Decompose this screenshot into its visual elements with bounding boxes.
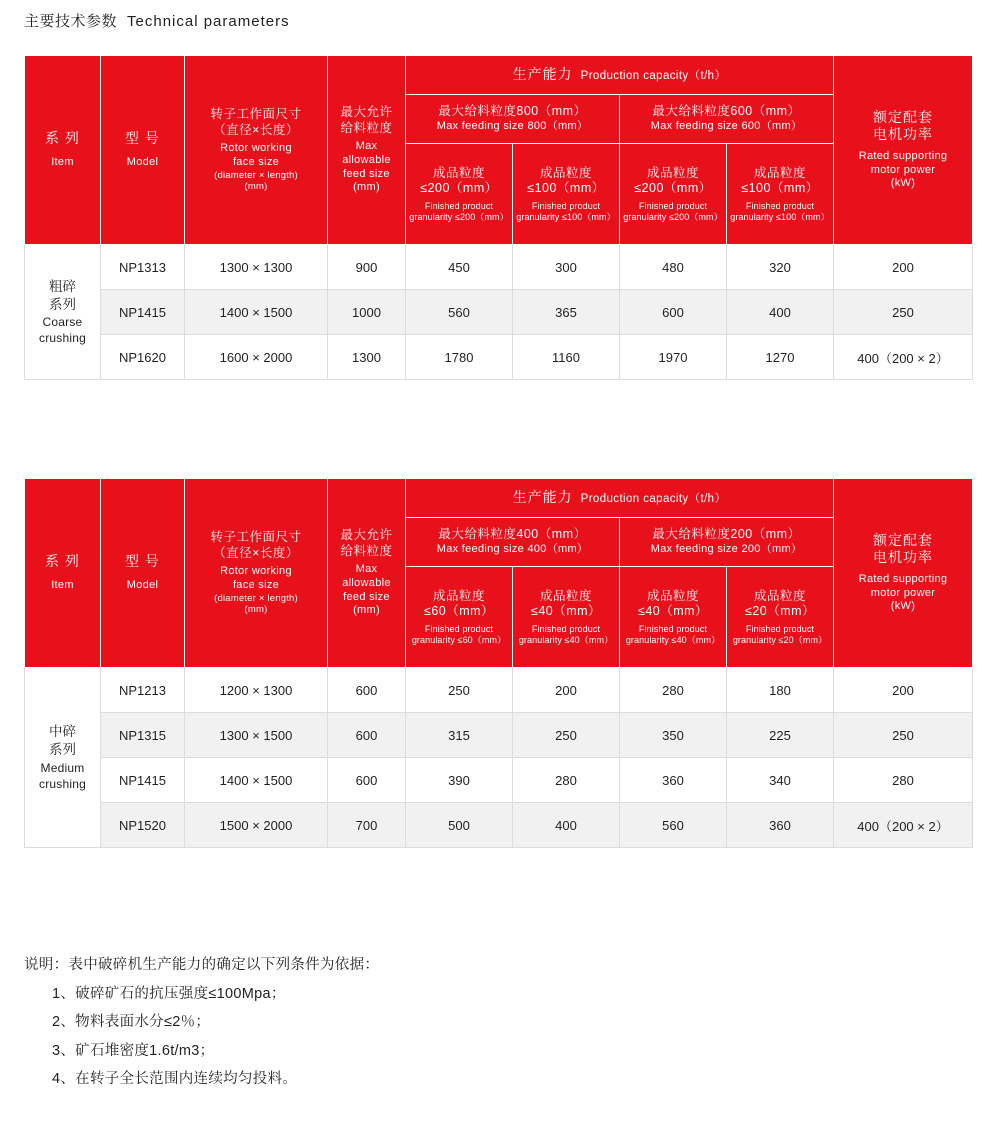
header-power-cn2: 电机功率 <box>873 126 933 143</box>
cell-capacity-2: 250 <box>513 713 620 758</box>
header-feed-en2: allowable <box>342 153 391 166</box>
header-product-1-cn1: 成品粒度 <box>432 588 485 603</box>
header-cell-feed-group-200 <box>620 518 834 567</box>
header-cell-product-3 <box>620 567 727 668</box>
header-cell-product-4 <box>727 144 834 245</box>
header-product-3-cn1: 成品粒度 <box>646 588 699 603</box>
table-row <box>25 335 973 380</box>
cell-feed: 1000 <box>328 290 406 335</box>
header-rotor-en3: (diameter × length) <box>214 592 298 604</box>
note-item: 1、破碎矿石的抗压强度≤100Mpa； <box>52 985 286 1002</box>
header-cell-product-2 <box>513 144 620 245</box>
header-rotor-en4: (mm) <box>244 181 268 193</box>
table-row <box>25 803 973 848</box>
header-feed-cn2: 给料粒度 <box>340 543 393 558</box>
table-row <box>25 245 973 290</box>
header-rotor-en3: (diameter × length) <box>214 169 298 181</box>
series-en1: Coarse <box>42 315 83 330</box>
header-feed-cn1: 最大允许 <box>340 104 393 119</box>
header-rotor-cn1: 转子工作面尺寸 <box>210 107 302 122</box>
table-row <box>25 668 973 713</box>
cell-feed: 600 <box>328 758 406 803</box>
cell-model: NP1415 <box>101 290 185 335</box>
header-cell-product-3 <box>620 144 727 245</box>
header-feed-en1: Max <box>355 563 378 576</box>
header-cell-rotor-size <box>185 479 328 668</box>
header-feed-en3: feed size <box>343 590 390 603</box>
cell-feed: 600 <box>328 713 406 758</box>
series-en2: crushing <box>39 331 86 346</box>
cell-feed: 900 <box>328 245 406 290</box>
cell-capacity-2: 280 <box>513 758 620 803</box>
header-product-2-cn1: 成品粒度 <box>539 165 592 180</box>
table-row <box>25 290 973 335</box>
header-rotor-en2: face size <box>232 579 280 592</box>
cell-capacity-3: 280 <box>620 668 727 713</box>
cell-capacity-2: 1160 <box>513 335 620 380</box>
cell-capacity-3: 600 <box>620 290 727 335</box>
header-cell-product-2 <box>513 567 620 668</box>
header-product-3-cn2: ≤40（mm） <box>637 604 709 619</box>
series-en2: crushing <box>39 776 86 791</box>
cell-capacity-4: 400 <box>727 290 834 335</box>
header-rotor-en1: Rotor working <box>220 142 292 155</box>
series-cn2: 系列 <box>49 296 76 312</box>
series-cell-medium <box>25 668 101 848</box>
header-product-2-cn2: ≤100（mm） <box>527 181 605 196</box>
header-feed-group-1-cn: 最大给料粒度400（mm） <box>438 527 587 542</box>
notes-block <box>24 958 379 1101</box>
header-feed-group-1-en: Max feeding size 400（mm） <box>436 542 589 555</box>
cell-rotor: 1500 × 2000 <box>185 803 328 848</box>
cell-capacity-1: 500 <box>406 803 513 848</box>
header-product-4-cn1: 成品粒度 <box>753 165 806 180</box>
header-cell-motor-power <box>834 56 973 245</box>
series-cell-coarse <box>25 245 101 380</box>
header-product-2-cn1: 成品粒度 <box>539 588 592 603</box>
cell-power: 200 <box>834 668 973 713</box>
header-cell-product-1 <box>406 144 513 245</box>
cell-power: 400（200 × 2） <box>834 803 973 848</box>
note-item: 3、矿石堆密度1.6t/m3； <box>52 1042 215 1059</box>
series-cn2: 系列 <box>49 742 76 758</box>
header-product-1-en: Finished product granularity ≤60（mm） <box>411 623 507 645</box>
cell-capacity-4: 180 <box>727 668 834 713</box>
header-feed-group-1-en: Max feeding size 800（mm） <box>436 119 589 132</box>
series-cn1: 中碎 <box>49 724 76 740</box>
header-rotor-en1: Rotor working <box>220 565 292 578</box>
header-feed-group-2-en: Max feeding size 600（mm） <box>650 119 803 132</box>
header-cell-feed-group-400 <box>406 518 620 567</box>
header-feed-group-1-cn: 最大给料粒度800（mm） <box>438 104 587 119</box>
header-capacity-cn: 生产能力 <box>512 66 573 82</box>
cell-capacity-3: 350 <box>620 713 727 758</box>
header-cell-feed-group-600 <box>620 95 834 144</box>
series-en1: Medium <box>40 760 85 775</box>
header-model-cn: 型 号 <box>125 130 160 147</box>
table-header-row-1 <box>25 56 973 95</box>
cell-capacity-3: 360 <box>620 758 727 803</box>
cell-power: 250 <box>834 713 973 758</box>
header-cell-production-capacity <box>406 56 834 95</box>
header-cell-feed-size <box>328 479 406 668</box>
header-model-cn: 型 号 <box>125 553 160 570</box>
cell-capacity-4: 320 <box>727 245 834 290</box>
header-cell-item <box>25 56 101 245</box>
header-product-2-cn2: ≤40（mm） <box>530 604 602 619</box>
page-title <box>24 10 290 31</box>
table-header-row-1 <box>25 479 973 518</box>
cell-capacity-2: 400 <box>513 803 620 848</box>
header-item-en: Item <box>51 155 74 168</box>
page-title-cn: 主要技术参数 <box>24 13 118 30</box>
cell-power: 250 <box>834 290 973 335</box>
header-cell-item <box>25 479 101 668</box>
header-capacity-en: Production capacity（t/h） <box>580 493 727 505</box>
header-product-3-cn2: ≤200（mm） <box>634 181 712 196</box>
cell-feed: 600 <box>328 668 406 713</box>
cell-feed: 700 <box>328 803 406 848</box>
cell-capacity-2: 300 <box>513 245 620 290</box>
header-product-3-en: Finished product granularity ≤200（mm） <box>623 200 723 222</box>
header-power-en2: motor power <box>870 163 936 176</box>
header-feed-en1: Max <box>355 140 378 153</box>
medium-crushing-table <box>24 478 973 848</box>
cell-rotor: 1400 × 1500 <box>185 290 328 335</box>
header-item-en: Item <box>51 578 74 591</box>
cell-capacity-1: 250 <box>406 668 513 713</box>
header-product-3-en: Finished product granularity ≤40（mm） <box>625 623 721 645</box>
header-model-en: Model <box>126 578 159 591</box>
cell-power: 400（200 × 2） <box>834 335 973 380</box>
cell-capacity-1: 315 <box>406 713 513 758</box>
header-capacity-en: Production capacity（t/h） <box>580 70 727 82</box>
cell-capacity-3: 1970 <box>620 335 727 380</box>
header-product-4-en: Finished product granularity ≤20（mm） <box>732 623 828 645</box>
cell-capacity-4: 360 <box>727 803 834 848</box>
header-feed-cn1: 最大允许 <box>340 527 393 542</box>
cell-capacity-4: 1270 <box>727 335 834 380</box>
cell-capacity-1: 450 <box>406 245 513 290</box>
header-product-1-cn1: 成品粒度 <box>432 165 485 180</box>
header-rotor-cn1: 转子工作面尺寸 <box>210 530 302 545</box>
cell-model: NP1620 <box>101 335 185 380</box>
cell-rotor: 1300 × 1500 <box>185 713 328 758</box>
header-cell-feed-size <box>328 56 406 245</box>
header-cell-feed-group-800 <box>406 95 620 144</box>
cell-capacity-3: 560 <box>620 803 727 848</box>
header-product-1-cn2: ≤60（mm） <box>423 604 495 619</box>
coarse-crushing-table <box>24 55 973 380</box>
notes-list <box>24 987 379 1087</box>
header-power-en1: Rated supporting <box>858 149 948 162</box>
cell-rotor: 1200 × 1300 <box>185 668 328 713</box>
cell-feed: 1300 <box>328 335 406 380</box>
cell-capacity-4: 225 <box>727 713 834 758</box>
header-power-cn1: 额定配套 <box>873 108 933 125</box>
cell-model: NP1415 <box>101 758 185 803</box>
header-power-en3: (kW) <box>890 177 916 190</box>
header-feed-en3: feed size <box>343 167 390 180</box>
header-product-4-cn2: ≤20（mm） <box>744 604 816 619</box>
cell-model: NP1213 <box>101 668 185 713</box>
header-feed-group-2-cn: 最大给料粒度200（mm） <box>652 527 801 542</box>
cell-capacity-1: 1780 <box>406 335 513 380</box>
header-cell-product-4 <box>727 567 834 668</box>
cell-capacity-4: 340 <box>727 758 834 803</box>
table-row <box>25 713 973 758</box>
cell-model: NP1313 <box>101 245 185 290</box>
header-model-en: Model <box>126 155 159 168</box>
cell-capacity-3: 480 <box>620 245 727 290</box>
header-rotor-cn2: （直径×长度） <box>213 545 299 560</box>
header-cell-motor-power <box>834 479 973 668</box>
header-rotor-en4: (mm) <box>244 604 268 616</box>
cell-capacity-2: 365 <box>513 290 620 335</box>
header-product-4-cn2: ≤100（mm） <box>741 181 819 196</box>
cell-power: 280 <box>834 758 973 803</box>
header-power-cn1: 额定配套 <box>873 531 933 548</box>
header-rotor-en2: face size <box>232 156 280 169</box>
header-feed-group-2-cn: 最大给料粒度600（mm） <box>652 104 801 119</box>
header-item-cn: 系 列 <box>45 553 80 570</box>
header-product-4-cn1: 成品粒度 <box>753 588 806 603</box>
header-cell-model <box>101 479 185 668</box>
cell-rotor: 1300 × 1300 <box>185 245 328 290</box>
cell-capacity-1: 560 <box>406 290 513 335</box>
header-item-cn: 系 列 <box>45 130 80 147</box>
cell-model: NP1315 <box>101 713 185 758</box>
header-rotor-cn2: （直径×长度） <box>213 122 299 137</box>
header-product-3-cn1: 成品粒度 <box>646 165 699 180</box>
cell-rotor: 1600 × 2000 <box>185 335 328 380</box>
header-power-en2: motor power <box>870 586 936 599</box>
cell-rotor: 1400 × 1500 <box>185 758 328 803</box>
notes-heading: 说明：表中破碎机生产能力的确定以下列条件为依据： <box>24 957 380 973</box>
header-capacity-cn: 生产能力 <box>512 489 573 505</box>
header-power-cn2: 电机功率 <box>873 549 933 566</box>
note-item: 4、在转子全长范围内连续均匀投料。 <box>52 1071 298 1087</box>
header-product-2-en: Finished product granularity ≤40（mm） <box>518 623 614 645</box>
header-feed-group-2-en: Max feeding size 200（mm） <box>650 542 803 555</box>
header-cell-production-capacity <box>406 479 834 518</box>
header-cell-product-1 <box>406 567 513 668</box>
header-product-1-en: Finished product granularity ≤200（mm） <box>409 200 509 222</box>
note-item: 2、物料表面水分≤2％； <box>52 1014 211 1030</box>
header-feed-en4: (mm) <box>353 181 380 194</box>
header-product-4-en: Finished product granularity ≤100（mm） <box>730 200 830 222</box>
header-feed-en2: allowable <box>342 576 391 589</box>
header-cell-model <box>101 56 185 245</box>
header-power-en3: (kW) <box>890 600 916 613</box>
page-title-en: Technical parameters <box>127 13 290 30</box>
header-product-1-cn2: ≤200（mm） <box>420 181 498 196</box>
cell-power: 200 <box>834 245 973 290</box>
cell-capacity-1: 390 <box>406 758 513 803</box>
header-feed-cn2: 给料粒度 <box>340 120 393 135</box>
header-cell-rotor-size <box>185 56 328 245</box>
table-row <box>25 758 973 803</box>
series-cn1: 粗碎 <box>49 278 76 294</box>
cell-model: NP1520 <box>101 803 185 848</box>
cell-capacity-2: 200 <box>513 668 620 713</box>
header-product-2-en: Finished product granularity ≤100（mm） <box>516 200 616 222</box>
header-feed-en4: (mm) <box>353 604 380 617</box>
header-power-en1: Rated supporting <box>858 572 948 585</box>
